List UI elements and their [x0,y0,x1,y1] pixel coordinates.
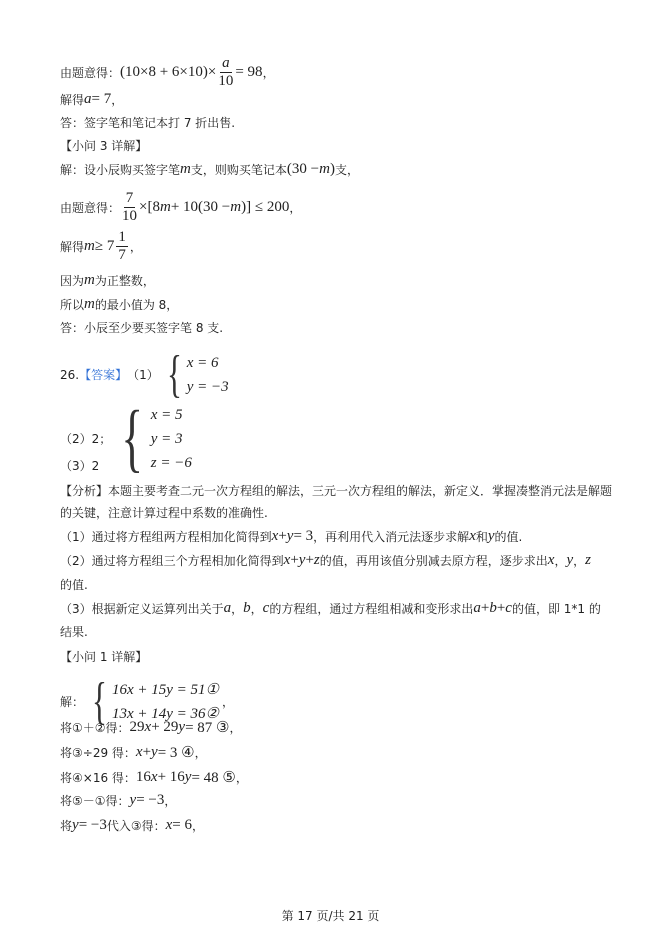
math-variable: m [84,272,95,288]
brace-icon: { [166,346,182,403]
text-line [60,296,178,313]
math-variable: x [135,744,143,760]
text: 代入③得： [106,819,166,833]
text: 答：小辰至少要买签字笔 8 支. [60,321,224,335]
math-expression: (30 − [286,161,320,177]
math-variable: a [223,600,232,616]
text: ， [231,602,244,616]
math-variable: x [144,719,152,735]
text: 的值，即 1*1 的 [511,602,601,616]
math-expression: ≥ 7 [94,238,115,254]
text: （2）2； [60,432,112,446]
text-line [60,161,359,178]
text: 解： [60,695,85,709]
math-expression: = 98 [235,64,263,80]
text: ， [229,721,242,735]
system-rows [151,403,192,475]
text: 支，则购买笔记本 [190,163,287,177]
text: ， [222,695,235,709]
math-expression: + [496,600,506,616]
text-line [60,91,123,108]
math-expression: = 7 [91,91,112,107]
math-variable: y [72,817,79,833]
fraction-denominator: 10 [218,73,234,89]
text: 将③÷29 得： [60,746,136,760]
math-expression: = 3 [293,528,314,544]
math-variable: x [150,769,158,785]
text: ，再利用代入消元法逐步求解 [313,530,470,544]
text-line [60,528,522,545]
fraction-denominator: 7 [118,247,126,263]
system-row: y = 3 [150,430,183,447]
math-expression: ×[8 [139,199,160,215]
text: ， [262,66,275,80]
text: ， [111,93,124,107]
math-expression: + 16 [157,769,185,785]
text: ， [164,794,177,808]
text: ， [573,554,586,568]
math-expression: = 6 [172,817,193,833]
text: 因为 [60,274,85,288]
text: （3）2 [60,459,100,473]
math-variable: c [262,600,270,616]
math-variable: y [178,719,186,735]
brace-icon: { [121,396,144,480]
math-expression: (10×8 + 6×10)× [120,64,217,80]
text: 由题意得： [60,66,121,80]
math-variable: y [487,528,495,544]
text: 的值. [60,578,88,592]
math-expression: + 29 [151,719,179,735]
system-row: y = −3 [186,378,229,395]
math-expression: 16 [135,769,151,785]
math-variable: y [129,792,137,808]
text: （3）根据新定义运算列出关于 [60,602,224,616]
math-variable: y [286,528,294,544]
text: 将⑤－①得： [60,794,130,808]
math-expression: + [305,552,314,568]
math-expression: 29 [129,719,145,735]
text: 的最小值为 8， [94,298,179,312]
text: 的方程组，通过方程组相减和变形求出 [269,602,474,616]
equation-system [114,395,192,482]
text: 解得 [60,240,85,254]
text-line [60,817,204,834]
text-line [60,576,88,593]
math-variable: x [165,817,173,833]
text: 【分析】本题主要考查二元一次方程组的解法，三元一次方程组的解法，新定义．掌握凑整消元法是解题 [60,484,613,498]
answer-label: 【答案】 [79,368,128,382]
text: 将①＋②得： [60,721,130,735]
fraction-numerator: a [222,55,230,71]
text: 为正整数， [94,274,155,288]
text: 的值. [494,530,523,544]
text: ， [289,201,302,215]
math-variable: x [271,528,279,544]
text-line [60,457,99,474]
text: ， [192,819,205,833]
math-variable: m [84,238,95,254]
text-line [60,768,248,787]
text-line [60,743,207,762]
math-variable: y [566,552,574,568]
text: 26. [60,367,80,382]
system-rows [187,351,229,399]
math-variable: b [243,600,251,616]
text: 的关键，注意计算过程中系数的准确性. [60,506,268,520]
math-variable: b [489,600,497,616]
math-variable: z [585,552,591,568]
math-variable: y [184,769,192,785]
text: ， [129,240,142,254]
math-expression: + [278,528,287,544]
text: 和 [475,530,488,544]
text: 所以 [60,298,85,312]
page-footer: 第 17 页/共 21 页 [281,909,380,923]
text: ， [554,554,567,568]
math-variable: c [505,600,512,616]
math-expression: = 87 ③ [185,720,230,736]
text: ， [250,602,263,616]
math-variable: x [547,552,555,568]
fraction-numerator: 1 [118,229,126,245]
text-line [60,272,155,289]
fraction [122,190,137,225]
text: 解得 [60,93,85,107]
system-row: 16x + 15y = 51① [111,681,219,698]
text-line [60,55,275,90]
math-expression: + [290,552,299,568]
text-line [60,600,601,617]
text: 支， [334,163,359,177]
math-expression: = 3 ④ [157,745,195,761]
math-variable: m [230,199,242,215]
math-variable: m [159,199,171,215]
math-variable: x [283,552,291,568]
text-line [60,623,88,640]
math-expression: )] ≤ 200 [241,199,290,215]
text: 答：签字笔和笔记本打 7 折出售. [60,116,236,130]
text-line [60,792,176,809]
system-row: x = 5 [150,406,183,423]
text-line [60,482,612,499]
math-expression: = 48 ⑤ [191,770,236,786]
text-line [60,114,235,131]
text: （2）通过将方程组三个方程相加化简得到 [60,554,284,568]
text-line [60,229,142,264]
math-expression: + 10(30 − [170,199,231,215]
fraction [218,55,233,90]
text-line [60,190,301,225]
math-expression: ) [329,161,335,177]
text: 解：设小辰购买签字笔 [60,163,181,177]
system-row: x = 6 [186,354,219,371]
math-variable: m [84,296,95,312]
math-variable: y [298,552,306,568]
text: 结果. [60,625,88,639]
text: 将④×16 得： [60,771,136,785]
text: 【小问 1 详解】 [60,650,148,664]
fraction-denominator: 10 [122,208,138,224]
text: ， [194,746,207,760]
text: 将 [60,819,73,833]
text-line [60,648,147,665]
math-variable: a [473,600,481,616]
text-line [60,552,591,569]
math-variable: a [84,91,92,107]
text-line [60,504,268,521]
text: 【小问 3 详解】 [60,139,148,153]
text: 由题意得： [60,201,121,215]
math-variable: z [313,552,320,568]
math-expression: = −3 [136,792,165,808]
text: （1） [127,368,159,382]
brace-icon: { [92,673,107,730]
text: ， [235,771,248,785]
fraction-numerator: 7 [125,190,134,206]
text-line [60,718,242,737]
text-line [60,137,147,154]
math-variable: m [180,161,191,177]
text: 的值，再用该值分别减去原方程，逐步求出 [319,554,548,568]
math-expression: + [480,600,490,616]
math-expression: = −3 [78,817,107,833]
math-variable: m [319,161,330,177]
system-row: 13x + 14y = 36② [111,705,219,722]
fraction [116,229,128,264]
math-variable: x [469,528,476,544]
math-expression: + [142,744,152,760]
text: （1）通过将方程组两方程相加化简得到 [60,530,272,544]
system-row: z = −6 [150,454,192,471]
text-line [60,319,223,336]
math-variable: y [151,744,158,760]
